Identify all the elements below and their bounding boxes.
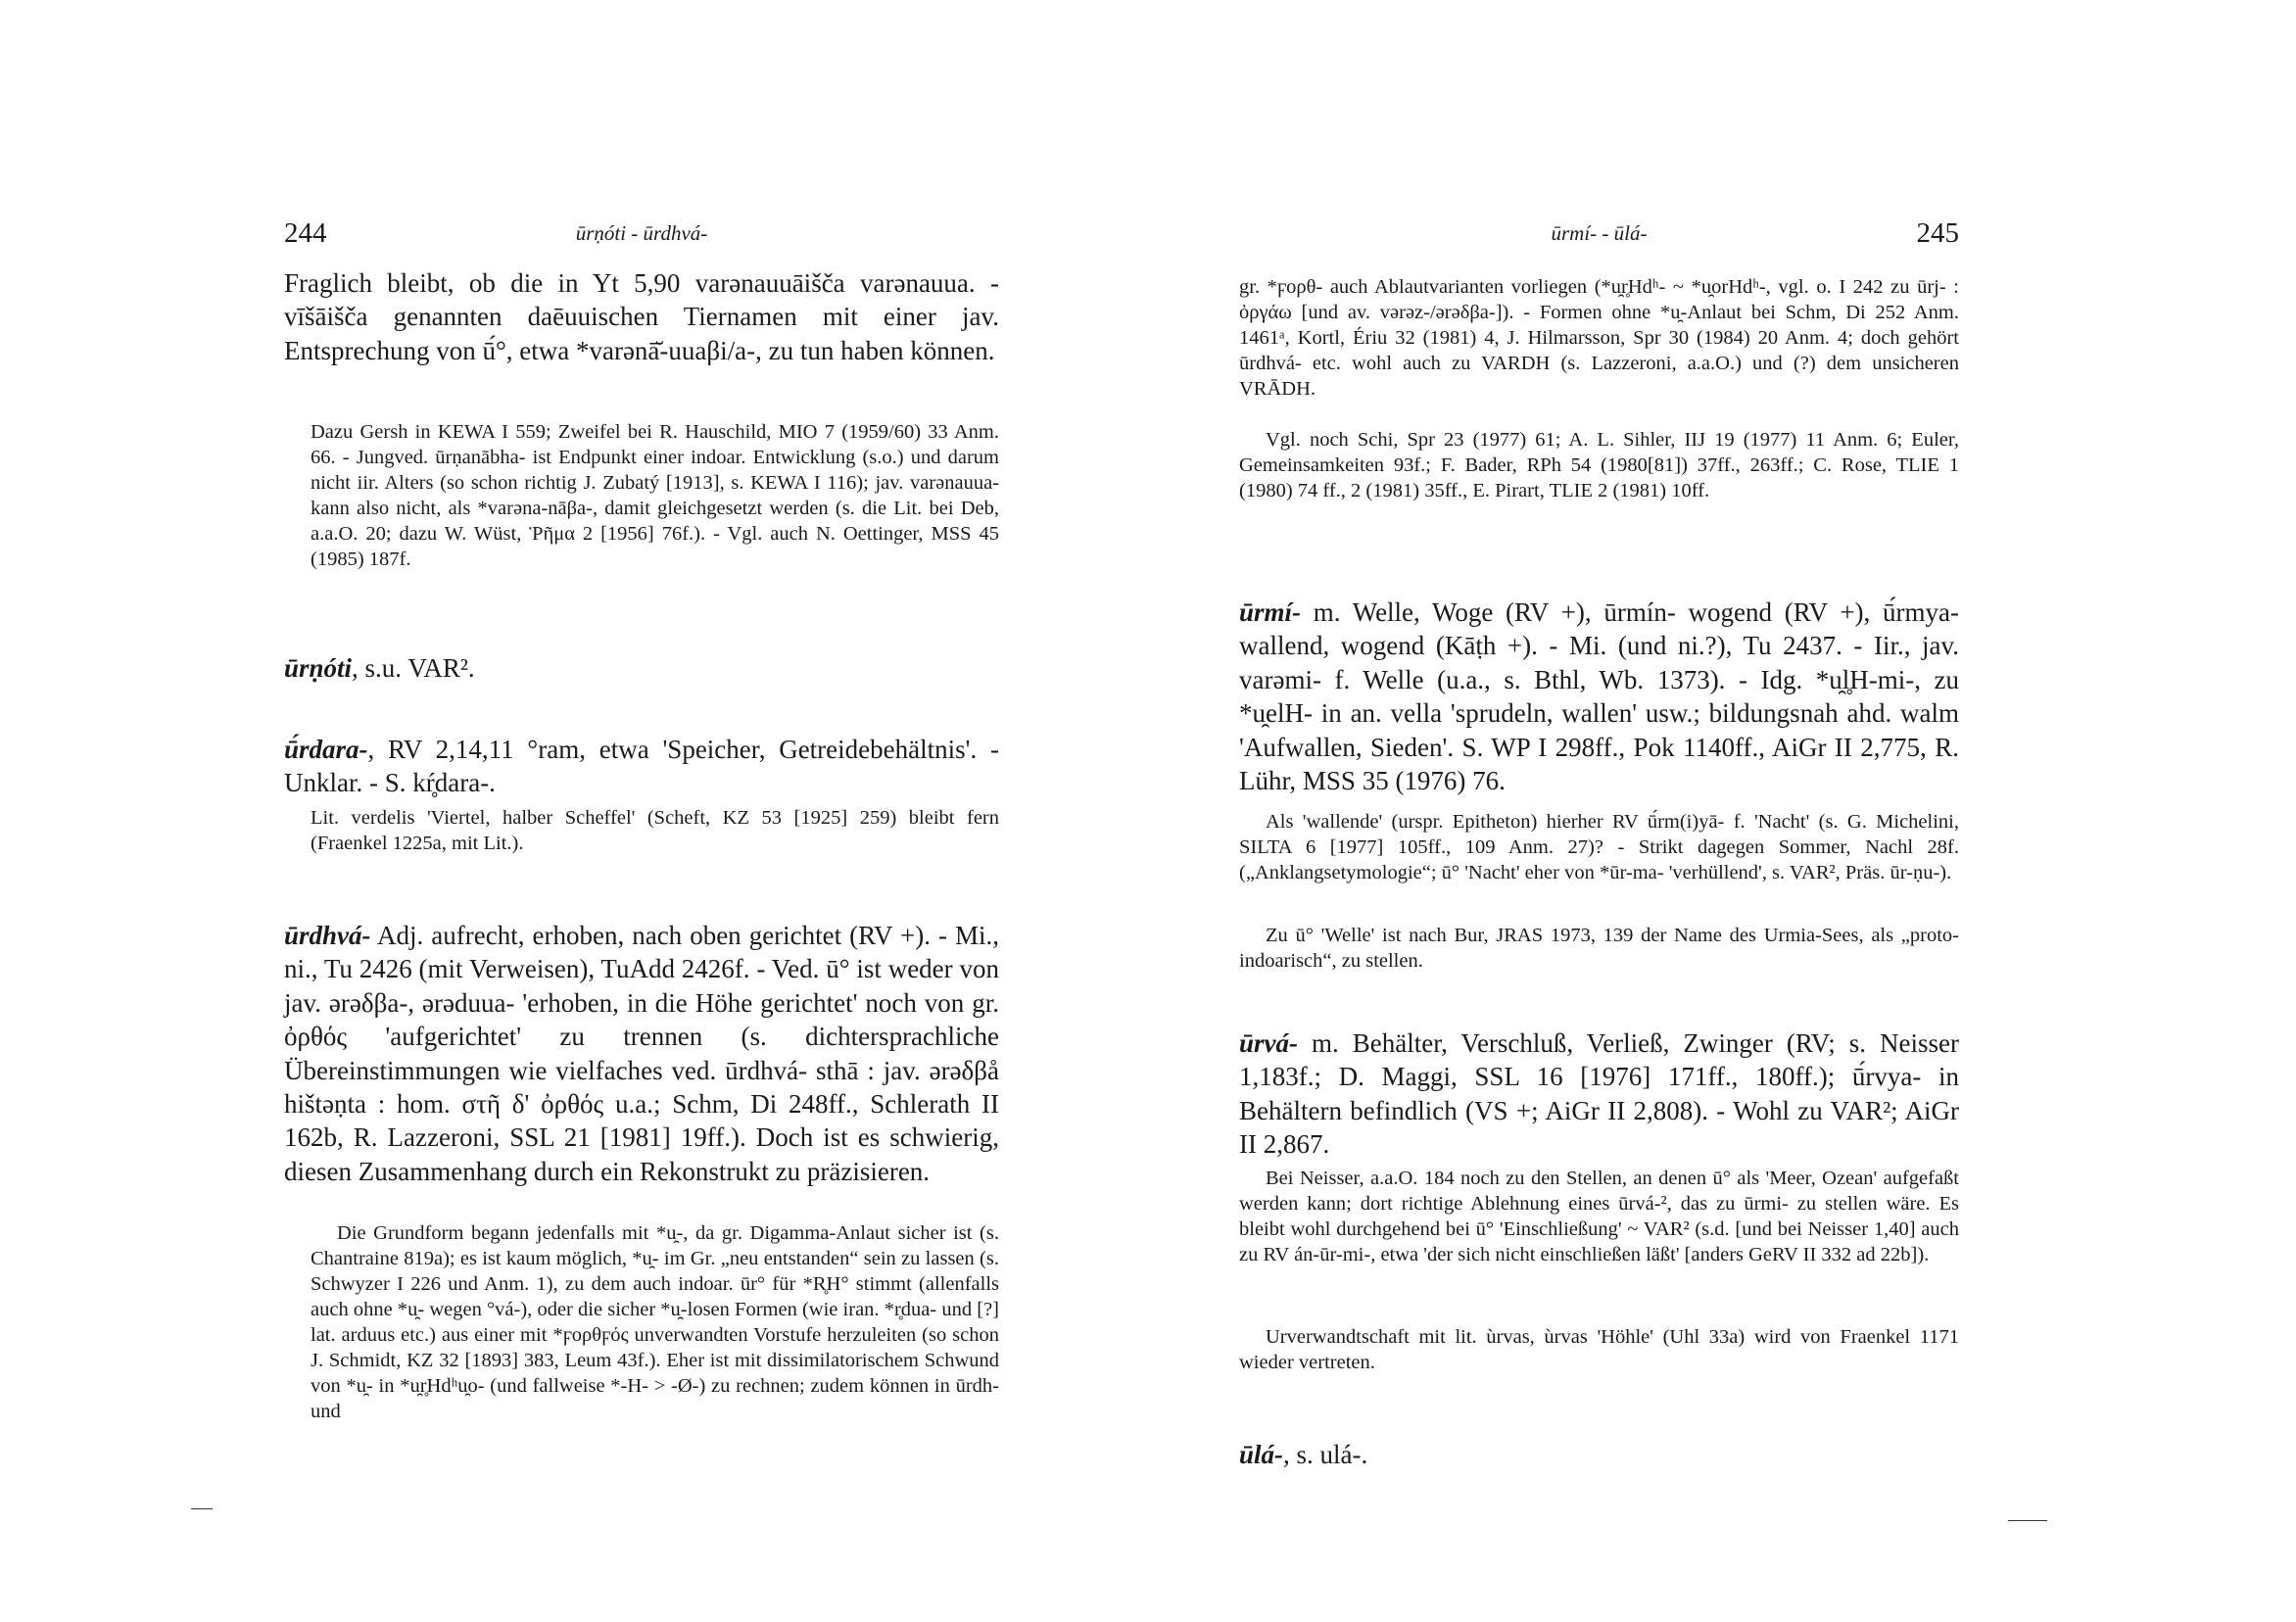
entry-headword: ūlá- (1239, 1440, 1284, 1469)
left-block-4 (284, 805, 999, 856)
running-title-right: ūrmí- - ūlá- (1551, 221, 1648, 245)
right-block-7 (1239, 1324, 1959, 1375)
right-block-6 (1239, 1166, 1959, 1267)
left-running-head (284, 217, 999, 253)
note-paragraph: Urverwandtschaft mit lit. ùrvas, ùrvas 'Höhle' (Uhl 33a) wird von Fraenkel 1171 wieder vertreten. (1239, 1326, 1959, 1373)
dictionary-entry (1239, 1026, 1959, 1162)
note-paragraph: Dazu Gersh in KEWA I 559; Zweifel bei R. Hauschild, MIO 7 (1959/60) 33 Anm. 66. - Jungved. ūrṇanābha- ist Endpunkt einer indoar. Entwicklung (s.o.) und darum nicht iir. Alters (so schon richtig J. Zubatý [1913], s. KEWA I 116); jav. varənauua- kann also nicht, als *varəna-nāβa-, damit gleichgesetzt werden (s. die Lit. bei Deb, a.a.O. 20; dazu W. Wüst, Ῥῆμα 2 [1956] 76f.). - Vgl. auch N. Oettinger, MSS 45 (1985) 187f. (311, 421, 999, 570)
left-block-1 (284, 419, 999, 572)
page-number-right: 245 (1916, 217, 1959, 249)
right-block-4 (1239, 923, 1959, 974)
dictionary-entry (1239, 596, 1959, 797)
dictionary-entry (284, 651, 999, 685)
right-block-1 (1239, 427, 1959, 503)
note-paragraph: Die Grundform begann jedenfalls mit *u̯-, da gr. Digamma-Anlaut sicher ist (s. Chantraine 819a); es ist kaum möglich, *u̯- im Gr. „neu entstanden“ sein zu lassen (s. Schwyzer I 226 und Anm. 1), zu dem auch indoar. ūr° für *R̥H° stimmt (allenfalls auch ohne *u̯- wegen °vá-), oder die sicher *u̯-losen Formen (wie iran. *r̥dua- und [?] lat. arduus etc.) aus einer mit *ϝορθϝός unverwandten Vorstufe herzuleiten (so schon J. Schmidt, KZ 32 [1893] 383, Leum 43f.). Eher ist mit dissimilatorischem Schwund von *u̯- in *u̯r̥Hdʰu̯o- (und fallweise *-H- > -Ø-) zu rechnen; zudem können in ūrdh- und (311, 1222, 999, 1422)
left-block-0 (284, 266, 999, 367)
paragraph: Fraglich bleibt, ob die in Yt 5,90 varənauuāišča varənauua. - vīšāišča genannten daēuuischen Tiernamen mit einer jav. Entsprechung von ū́°, etwa *varənā̆-uuaβi/a-, zu tun haben können. (284, 268, 999, 365)
entry-body: , RV 2,14,11 °ram, etwa 'Speicher, Getreidebehältnis'. - Unklar. - S. kŕ̥dara-. (284, 735, 999, 798)
entry-body: m. Welle, Woge (RV +), ūrmín- wogend (RV +), ū́rmya- wallend, wogend (Kāṭh +). - Mi. (und ni.?), Tu 2437. - Iir., jav. varəmi- f. Welle (u.a., s. Bthl, Wb. 1373). - Idg. *u̯l̥H-mi-, zu *u̯elH- in an. vella 'sprudeln, wallen' usw.; bildungsnah ahd. walm 'Aufwallen, Sieden'. S. WP I 298ff., Pok 1140ff., AiGr II 2,775, R. Lühr, MSS 35 (1976) 76. (1239, 597, 1959, 796)
left-block-6 (284, 1220, 999, 1424)
entry-body: , s.u. VAR². (352, 653, 475, 683)
right-block-8 (1239, 1438, 1959, 1471)
dictionary-entry (1239, 1438, 1959, 1471)
note-paragraph: gr. *ϝορθ- auch Ablautvarianten vorliegen (*u̯r̥Hdʰ- ~ *u̯orHdʰ-, vgl. o. I 242 zu ūrj- : ὀργάω [und av. vərəz-/ərəδβa-]). - Formen ohne *u̯-Anlaut bei Schm, Di 252 Anm. 1461ᵃ, Kortl, Ériu 32 (1981) 4, J. Hilmarsson, Spr 30 (1984) 20 Anm. 4; doch gehört ūrdhvá- etc. wohl auch zu VARDH (s. Lazzeroni, a.a.O.) und (?) dem unsicheren VRĀDH. (1239, 276, 1959, 400)
entry-body: Adj. aufrecht, erhoben, nach oben gerichtet (RV +). - Mi., ni., Tu 2426 (mit Verweisen), TuAdd 2426f. - Ved. ū° ist weder von jav. ərəδβa-, ərəduua- 'erhoben, in die Höhe gerichtet' noch von gr. ὀρθός 'aufgerichtet' zu trennen (s. dichtersprachliche Übereinstimmungen wie vielfaches ved. ūrdhvá- sthā : jav. ərəδβå hištəṇta : hom. στῆ δ' ὀρθός u.a.; Schm, Di 248ff., Schlerath II 162b, R. Lazzeroni, SSL 21 [1981] 19ff.). Doch ist es schwierig, diesen Zusammenhang durch ein Rekonstrukt zu präzisieren. (284, 921, 999, 1186)
note-paragraph: Lit. verdelis 'Viertel, halber Scheffel' (Scheft, KZ 53 [1925] 259) bleibt fern (Fraenkel 1225a, mit Lit.). (311, 807, 999, 854)
scan-mark-right (2008, 1520, 2047, 1521)
page-number-left: 244 (284, 217, 327, 249)
scan-mark-left (191, 1508, 213, 1509)
entry-body: , s. ulá-. (1283, 1440, 1368, 1469)
dictionary-entry (284, 919, 999, 1188)
left-block-3 (284, 733, 999, 800)
running-title-left: ūrṇóti - ūrdhvá- (575, 221, 708, 245)
dictionary-entry (284, 733, 999, 800)
right-running-head (1239, 217, 1959, 253)
right-block-0 (1239, 274, 1959, 402)
entry-headword: ūrmí- (1239, 597, 1302, 627)
entry-headword: ūrvá- (1239, 1028, 1298, 1058)
note-paragraph: Als 'wallende' (urspr. Epitheton) hierher RV ū́rm(i)yā- f. 'Nacht' (s. G. Michelini, SILTA 6 [1977] 105ff., 109 Anm. 27)? - Strikt dagegen Sommer, Nachl 28f. („Anklangsetymologie“; ū° 'Nacht' eher von *ūr-ma- 'verhüllend', s. VAR², Präs. ūr-ṇu-). (1239, 811, 1959, 883)
right-block-5 (1239, 1026, 1959, 1162)
left-block-2 (284, 651, 999, 685)
entry-headword: ūrdhvá- (284, 921, 371, 950)
entry-body: m. Behälter, Verschluß, Verließ, Zwinger (RV; s. Neisser 1,183f.; D. Maggi, SSL 16 [1976] 171ff., 180ff.); ū́rvya- in Behältern befindlich (VS +; AiGr II 2,808). - Wohl zu VAR²; AiGr II 2,867. (1239, 1028, 1959, 1160)
note-paragraph: Vgl. noch Schi, Spr 23 (1977) 61; A. L. Sihler, IIJ 19 (1977) 11 Anm. 6; Euler, Gemeinsamkeiten 93f.; F. Bader, RPh 54 (1980[81]) 37ff., 263ff.; C. Rose, TLIE 1 (1980) 74 ff., 2 (1981) 35ff., E. Pirart, TLIE 2 (1981) 10ff. (1239, 429, 1959, 501)
note-paragraph: Bei Neisser, a.a.O. 184 noch zu den Stellen, an denen ū° als 'Meer, Ozean' aufgefaßt werden kann; dort richtige Ablehnung eines ūrvá-², das zu ūrmi- zu stellen wäre. Es bleibt wohl durchgehend bei ū° 'Einschließung' ~ VAR² (s.d. [und bei Neisser 1,40] auch zu RV án-ūr-mi-, etwa 'der sich nicht einschließen läßt' [anders GeRV II 332 ad 22b]). (1239, 1168, 1959, 1265)
entry-headword: ū́rdara- (284, 735, 368, 764)
right-block-2 (1239, 596, 1959, 797)
note-paragraph: Zu ū° 'Welle' ist nach Bur, JRAS 1973, 139 der Name des Urmia-Sees, als „proto-indoarisch“, zu stellen. (1239, 925, 1959, 972)
left-block-5 (284, 919, 999, 1188)
right-block-3 (1239, 809, 1959, 885)
entry-headword: ūrṇóti (284, 653, 353, 683)
